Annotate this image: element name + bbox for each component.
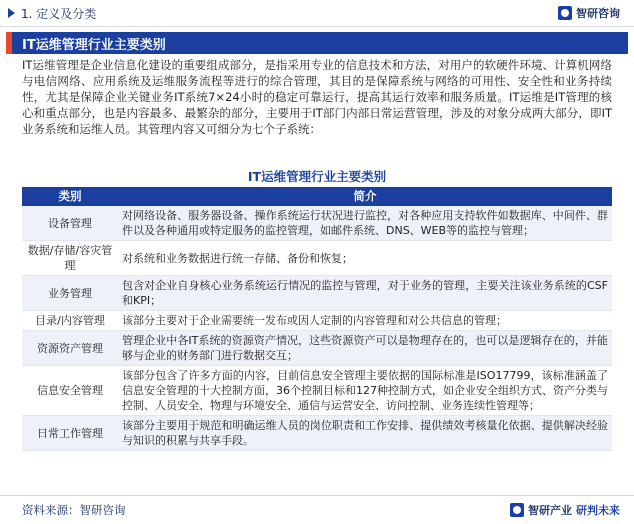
table-header-row [22, 187, 612, 206]
table-row [22, 331, 612, 366]
table-row [22, 416, 612, 451]
row-description: 对系统和业务数据进行统一存储、备份和恢复； [118, 241, 612, 276]
header-category: 类别 [22, 187, 118, 206]
table-row [22, 366, 612, 416]
row-category: 日常工作管理 [22, 416, 118, 451]
table-row [22, 206, 612, 241]
brand-logo [558, 5, 620, 21]
row-category: 目录/内容管理 [22, 311, 118, 331]
row-description: 管理企业中各IT系统的资源资产情况，这些资源资产可以是物理存在的，也可以是逻辑存在的，并能够与企业的财务部门进行数据交互； [118, 331, 612, 366]
footer-brand-name: 智研产业 [528, 504, 572, 517]
table-row [22, 276, 612, 311]
row-description: 该部分包含了许多方面的内容，目前信息安全管理主要依据的国际标准是ISO17799，该标准涵盖了信息安全管理的十大控制方面，36个控制目标和127种控制方式，如企业安全组织方式、资产分类与控制、人员安全、物理与环境安全、通信与运营安全、访问控制、业务连续性管理等； [118, 366, 612, 416]
row-category: 设备管理 [22, 206, 118, 241]
top-bar [0, 0, 634, 27]
intro-paragraph: IT运维管理是企业信息化建设的重要组成部分，是指采用专业的信息技术和方法，对用户的软硬件环境、计算机网络与电信网络、应用系统及运维服务流程等进行的综合管理，其目的是保障系统与网络的可用性、安全性和业务持续性，尤其是保障企业关键业务IT系统7×24小时的稳定可靠运行，提高其运行效率和服务质量。IT运维是IT管理的核心和重点部分，也是内容最多、最繁杂的部分，主要用于IT部门内部日常运营管理，涉及的对象分成两大部分，即IT业务系统和运维人员。其管理内容又可细分为七个子系统： [22, 58, 612, 136]
footer [0, 495, 634, 524]
arrow-icon [8, 8, 15, 18]
row-description: 该部分主要对于企业需要统一发布或因人定制的内容管理和对公共信息的管理； [118, 311, 612, 331]
brand-name: 智研咨询 [576, 7, 620, 20]
category-banner [6, 32, 628, 54]
section-heading [8, 5, 96, 22]
category-table [22, 187, 612, 451]
data-source: 资料来源：智研咨询 [22, 503, 126, 517]
footer-brand [510, 502, 620, 518]
row-description: 该部分主要用于规范和明确运维人员的岗位职责和工作安排、提供绩效考核量化依据、提供解决经验与知识的积累与共享手段。 [118, 416, 612, 451]
table-row [22, 241, 612, 276]
row-category: 数据/存储/容灾管理 [22, 241, 118, 276]
footer-slogan: 研判未来 [576, 504, 620, 517]
section-title: 1. 定义及分类 [21, 6, 97, 21]
row-description: 包含对企业自身核心业务系统运行情况的监控与管理，对于业务的管理，主要关注该业务系统的CSF和KPI； [118, 276, 612, 311]
brand-icon [510, 503, 524, 517]
banner-accent [6, 32, 12, 54]
brand-icon [558, 6, 572, 20]
table-title: IT运维管理行业主要类别 [247, 169, 387, 184]
header-description: 简介 [118, 187, 612, 206]
row-description: 对网络设备、服务器设备、操作系统运行状况进行监控，对各种应用支持软件如数据库、中间件、群件以及各种通用或特定服务的监控管理，如邮件系统、DNS、WEB等的监控与管理； [118, 206, 612, 241]
row-category: 信息安全管理 [22, 366, 118, 416]
row-category: 资源资产管理 [22, 331, 118, 366]
banner-title: IT运维管理行业主要类别 [22, 37, 166, 53]
table-row [22, 311, 612, 331]
row-category: 业务管理 [22, 276, 118, 311]
